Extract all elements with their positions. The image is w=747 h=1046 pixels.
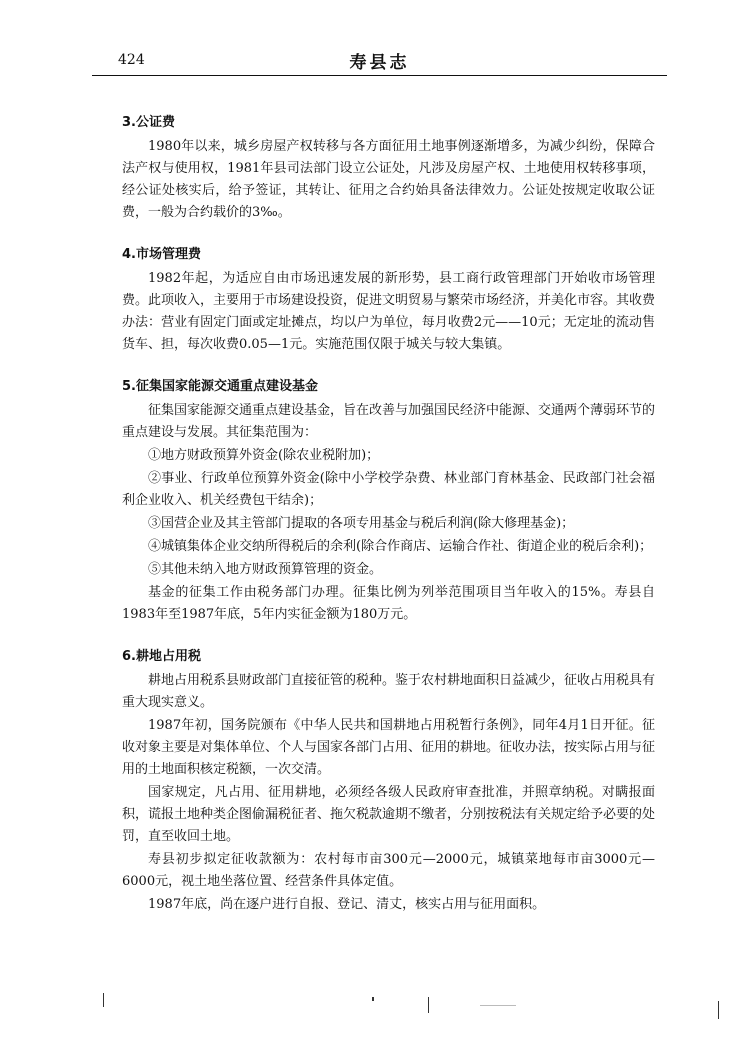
scan-mark	[718, 1001, 719, 1019]
paragraph: 1987年底，尚在逐户进行自报、登记、清丈，核实占用与征用面积。	[148, 897, 546, 912]
page-header	[92, 42, 667, 76]
section-notary-fee	[122, 112, 655, 224]
page-number: 424	[118, 52, 145, 68]
list-item: ①地方财政预算外资金(除农业税附加)；	[148, 448, 380, 463]
scan-mark	[428, 997, 429, 1013]
section-heading: 4.市场管理费	[122, 247, 201, 262]
section-energy-transport-fund	[122, 376, 655, 626]
section-heading: 6.耕地占用税	[122, 649, 201, 664]
scan-mark	[103, 993, 104, 1007]
section-farmland-occupation-tax	[122, 646, 655, 916]
paragraph: 1987年初，国务院颁布《中华人民共和国耕地占用税暂行条例》，同年4月1日开征。征收对象主要是对集体单位、个人与国家各部门占用、征用的耕地。征收办法，按实际占用与征用的土地面积核定税额，一次交清。	[122, 718, 656, 777]
paragraph: 寿县初步拟定征收款额为：农村每市亩300元—2000元，城镇菜地每市亩3000元—6000元，视土地坐落位置、经营条件具体定值。	[122, 852, 655, 889]
section-heading: 3.公证费	[122, 115, 175, 130]
section-market-management-fee	[122, 244, 655, 356]
list-item: ②事业、行政单位预算外资金(除中小学校学杂费、林业部门育林基金、民政部门社会福利企业收入、机关经费包干结余)；	[122, 471, 655, 508]
scan-artifacts	[0, 985, 747, 1025]
paragraph: 国家规定，凡占用、征用耕地，必须经各级人民政府审查批准，并照章纳税。对瞒报面积，谎报土地种类企图偷漏税征者、拖欠税款逾期不缴者，分别按税法有关规定给予必要的处罚，直至收回土地。	[122, 785, 656, 844]
paragraph: 1980年以来，城乡房屋产权转移与各方面征用土地事例逐渐增多，为减少纠纷，保障合法产权与使用权，1981年县司法部门设立公证处，凡涉及房屋产权、土地使用权转移事项，经公证处核实后，给予签证，其转让、征用之合约始具备法律效力。公证处按规定收取公证费，一般为合约载价的3‰。	[122, 139, 655, 220]
scan-mark	[372, 997, 374, 1001]
scan-mark	[480, 1005, 516, 1006]
list-item: ⑤其他未纳入地方财政预算管理的资金。	[148, 562, 383, 577]
paragraph: 基金的征集工作由税务部门办理。征集比例为列举范围项目当年收入的15%。寿县自1983年至1987年底，5年内实征金额为180万元。	[122, 585, 655, 622]
paragraph: 耕地占用税系县财政部门直接征管的税种。鉴于农村耕地面积日益减少，征收占用税具有重大现实意义。	[122, 673, 656, 710]
list-item: ③国营企业及其主管部门提取的各项专用基金与税后利润(除大修理基金)；	[148, 516, 575, 531]
paragraph: 1982年起，为适应自由市场迅速发展的新形势，县工商行政管理部门开始收市场管理费。此项收入，主要用于市场建设投资，促进文明贸易与繁荣市场经济，并美化市容。其收费办法：营业有固定门面或定址摊点，均以户为单位，每月收费2元——10元；无定址的流动售货车、担，每次收费0.05—1元。实施范围仅限于城关与较大集镇。	[122, 271, 656, 352]
page-content	[122, 112, 655, 936]
header-rule	[92, 75, 667, 76]
paragraph: 征集国家能源交通重点建设基金，旨在改善与加强国民经济中能源、交通两个薄弱环节的重点建设与发展。其征集范围为：	[122, 403, 656, 440]
section-heading: 5.征集国家能源交通重点建设基金	[122, 379, 318, 394]
list-item: ④城镇集体企业交纳所得税后的余利(除合作商店、运输合作社、街道企业的税后余利)；	[148, 539, 653, 554]
book-title: 寿县志	[349, 53, 410, 73]
